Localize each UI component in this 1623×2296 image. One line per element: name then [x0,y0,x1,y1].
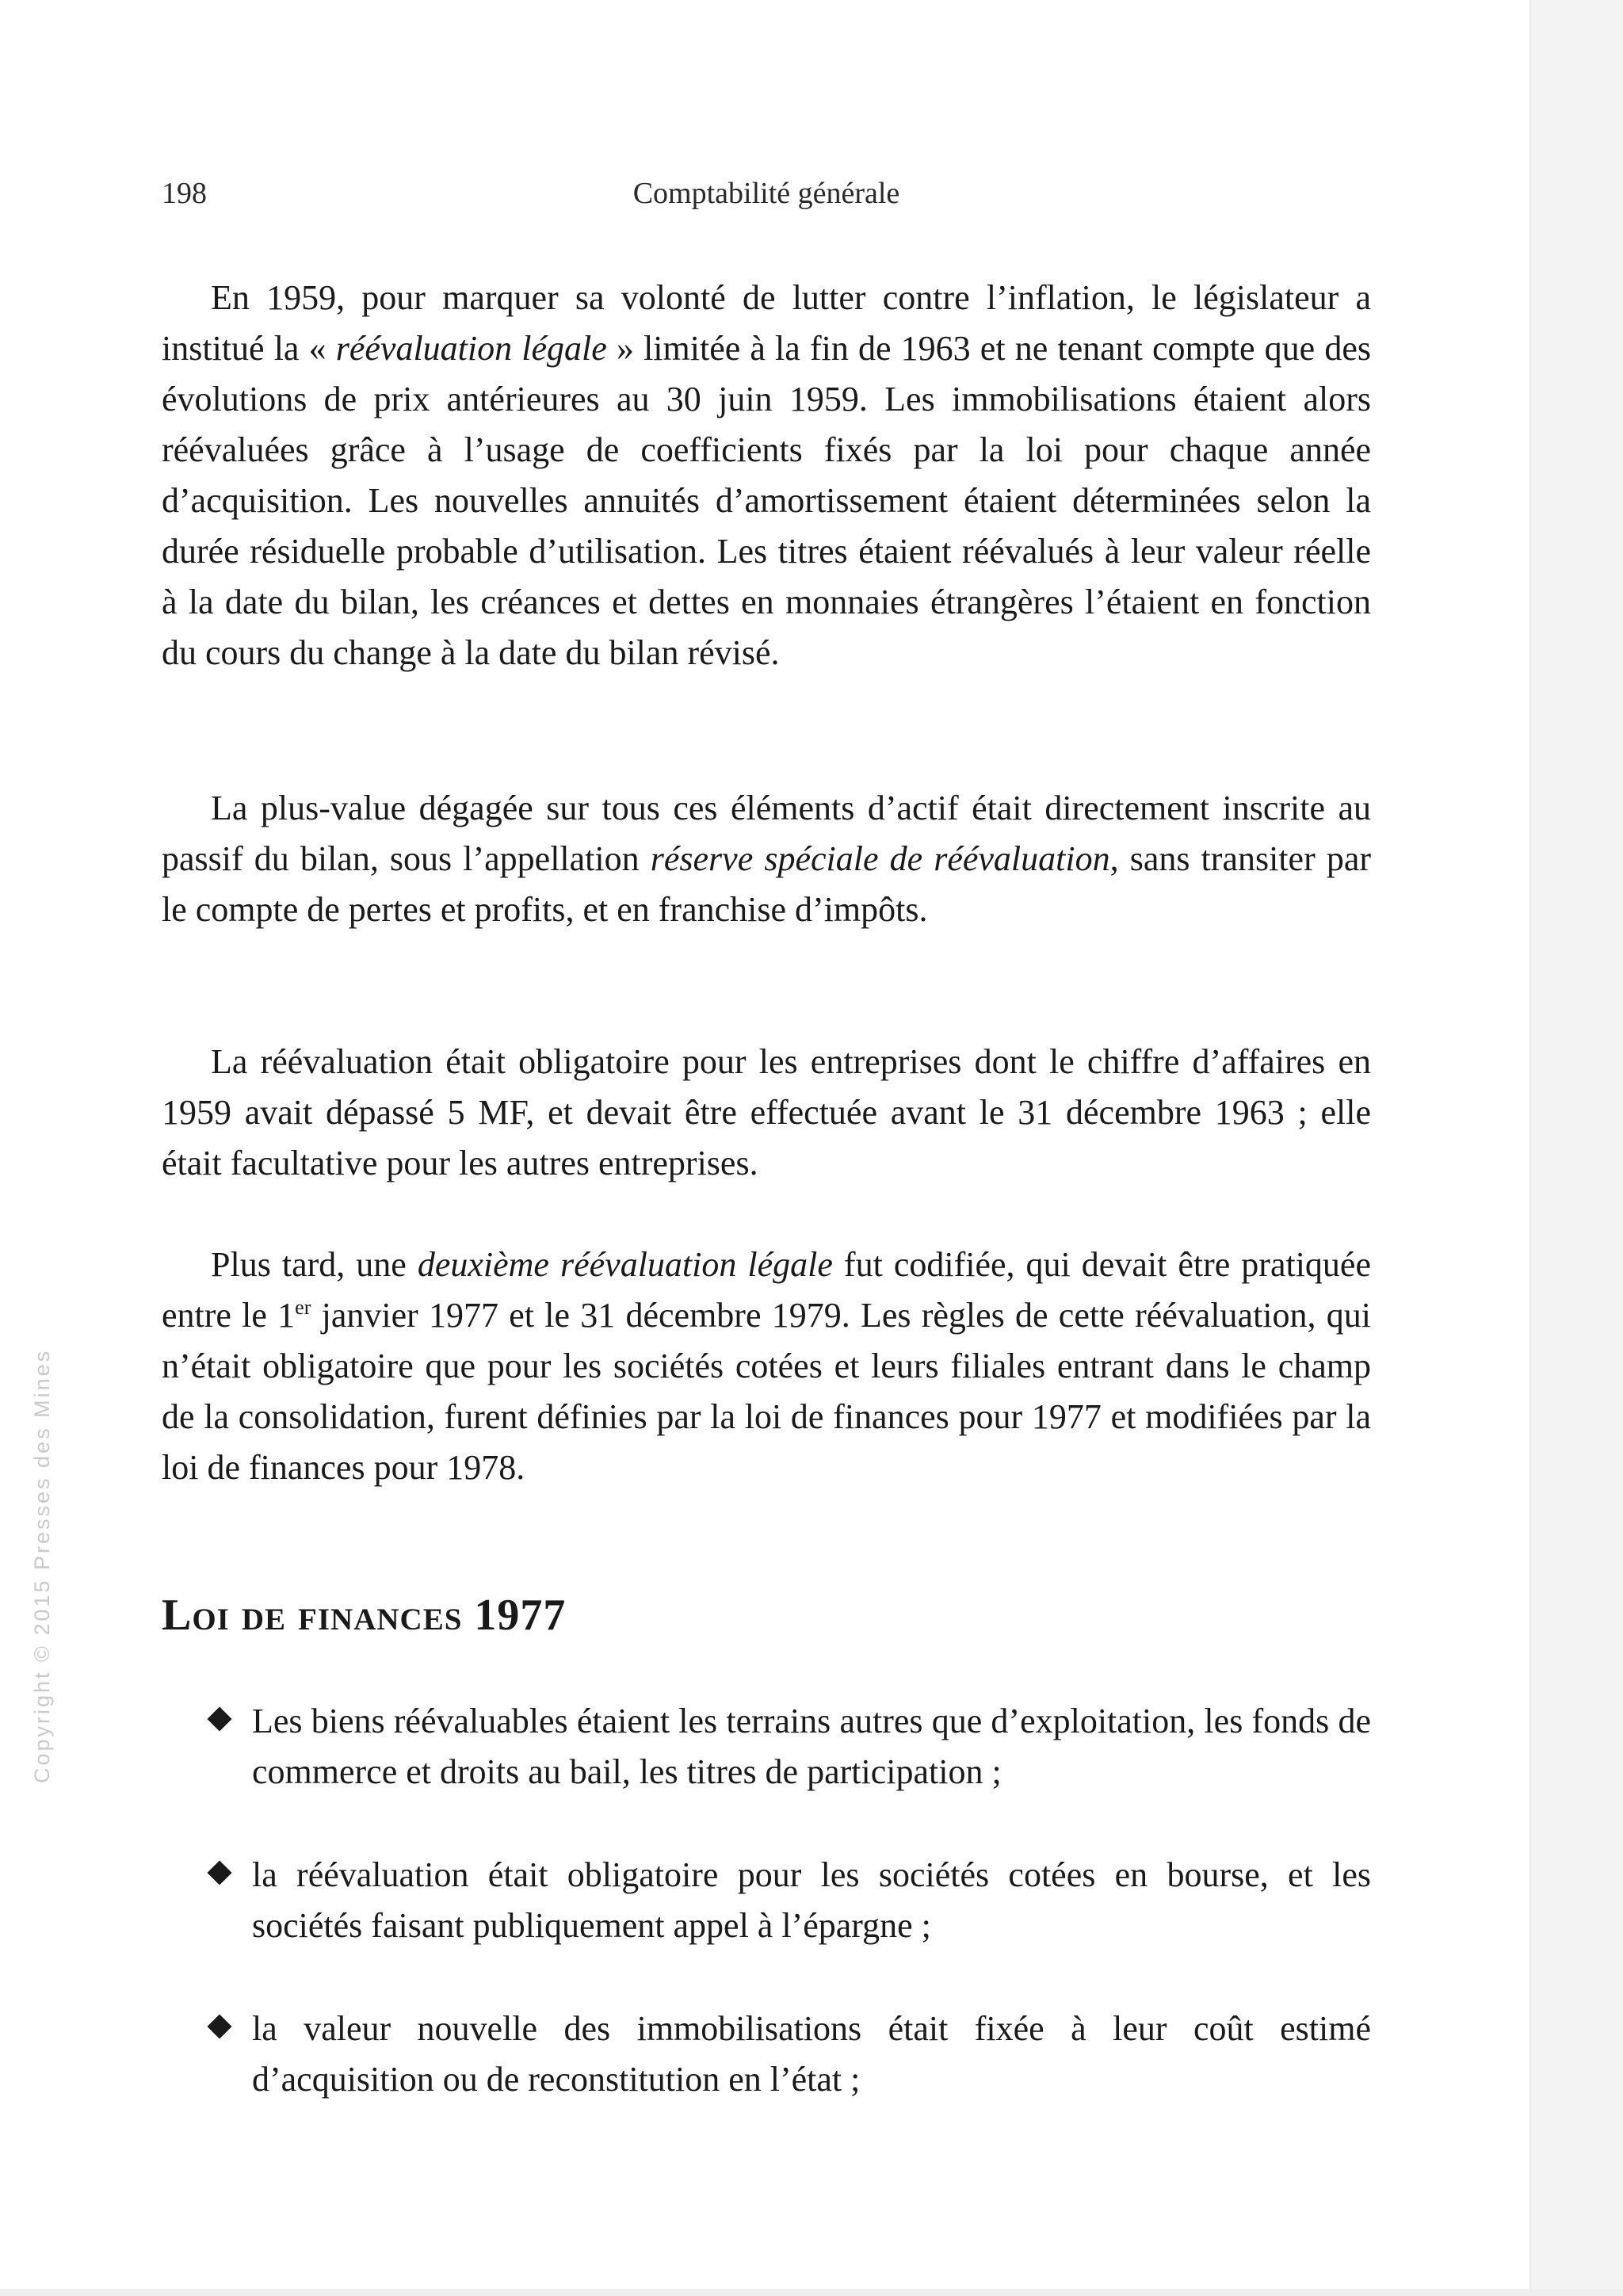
paragraph-text: Plus tard, une [211,1245,418,1284]
page-number: 198 [162,177,207,210]
bullet-text: Les biens réévaluables étaient les terrains autres que d’exploitation, les fonds de commerce et droits au bail, les titres de participation ; [252,1702,1371,1791]
paragraph-text: , sans transiter par le compte de pertes et profits, et en franchise d’impôts. [162,839,1372,929]
section-heading: Loi de finances 1977 [162,1591,567,1640]
paragraph-text: En 1959, pour marquer sa volonté de lutter contre l’inflation, le législateur a institué la « [162,278,1371,368]
ordinal-superscript: er [295,1296,311,1319]
bullet-item [211,1696,1371,1797]
italic-term: réserve spéciale de réévaluation [650,839,1110,878]
paragraph-text: La plus-value dégagée sur tous ces éléments d’actif était directement inscrite au passif du bilan, sous l’appellation [162,789,1371,878]
paragraph-obligation [162,1037,1371,1189]
bullet-text: la réévaluation était obligatoire pour les sociétés cotées en bourse, et les sociétés faisant publiquement appel à l’épargne ; [252,1855,1371,1945]
paragraph-plus-value [162,783,1371,935]
copyright-watermark: Copyright © 2015 Presses des Mines [30,1348,54,1783]
italic-term: réévaluation légale [335,329,607,368]
paragraph-text: La réévaluation était obligatoire pour les entreprises dont le chiffre d’affaires en 1959 avait dépassé 5 MF, et devait être effectuée avant le 31 décembre 1963 ; elle était facultative pour les autres entreprises. [162,1042,1371,1182]
page-margin-bottom [0,2289,1623,2296]
running-title: Comptabilité générale [632,177,900,210]
bullet-item [211,2004,1371,2105]
diamond-bullet-icon [207,1860,231,1885]
diamond-bullet-icon [207,1706,231,1731]
running-head [162,176,1371,216]
paragraph-deuxieme-reevaluation [162,1240,1371,1493]
page-margin-right [1529,0,1623,2296]
diamond-bullet-icon [207,2014,231,2038]
bullet-text: la valeur nouvelle des immobilisations était fixée à leur coût estimé d’acquisition ou de reconstitution en l’état ; [252,2009,1371,2099]
paragraph-text: » limitée à la fin de 1963 et ne tenant compte que des évolutions de prix antérieures au 30 juin 1959. Les immobilisations étaient alors réévaluées grâce à l’usage de coefficients fixés par la loi pour chaque année d’acquisition. Les nouvelles annuités d’amortissement étaient déterminées selon la durée résiduelle probable d’utilisation. Les titres étaient réévalués à leur valeur réelle à la date du bilan, les créances et dettes en monnaies étrangères l’étaient en fonction du cours du change à la date du bilan révisé. [162,329,1371,672]
italic-term: deuxième réévaluation légale [417,1245,833,1284]
paragraph-reevaluation-1959 [162,273,1371,678]
bullet-item [211,1850,1371,1951]
paragraph-text: fut codifiée, qui devait être pratiquée entre le 1 [162,1245,1371,1335]
paragraph-text: janvier 1977 et le 31 décembre 1979. Les règles de cette réévaluation, qui n’était obligatoire que pour les sociétés cotées et leurs filiales entrant dans le champ de la consolidation, furent définies par la loi de finances pour 1977 et modifiées par la loi de finances pour 1978. [162,1296,1371,1487]
